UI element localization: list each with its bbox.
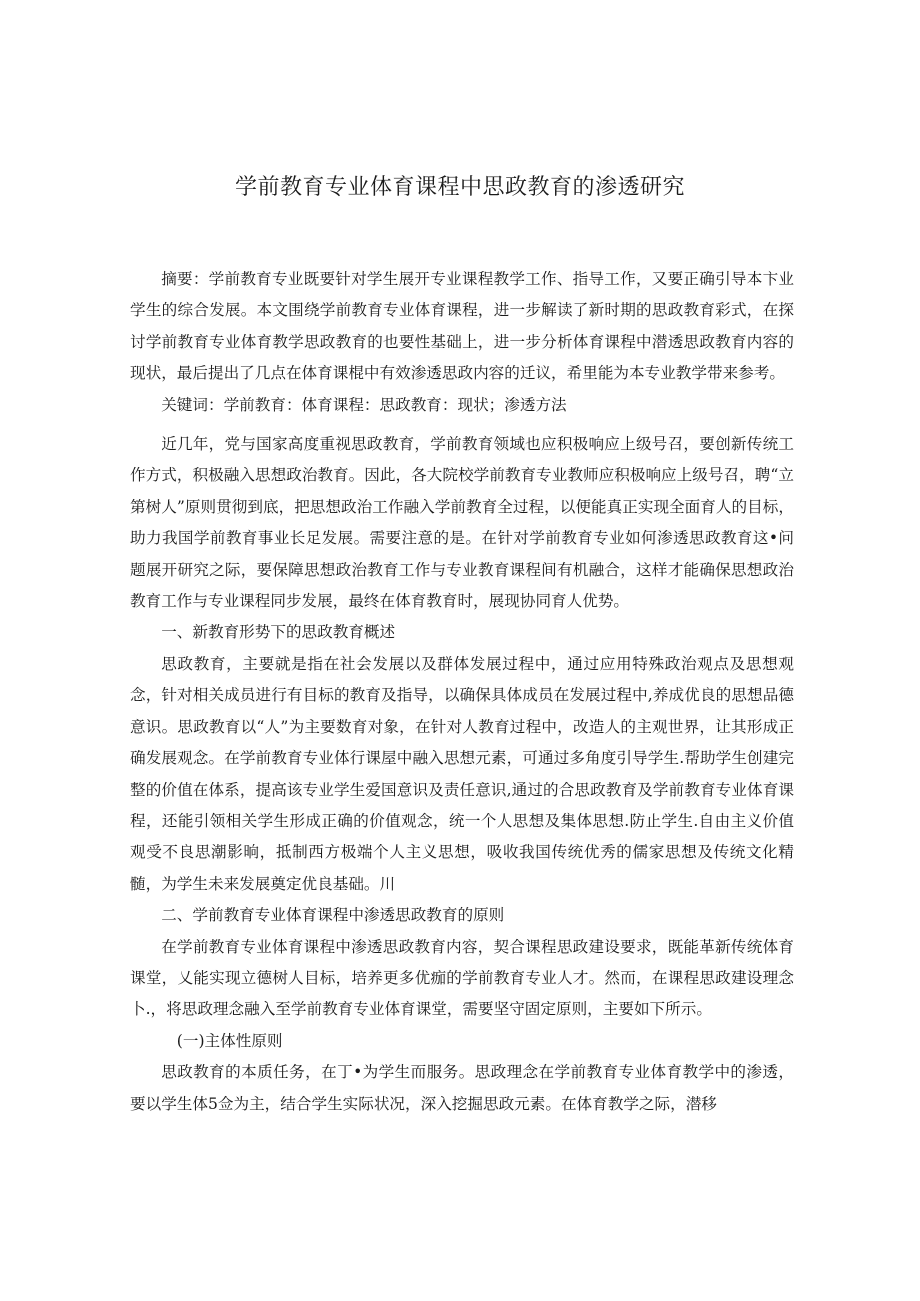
section2-heading: 二、学前教育专业体育课程中渗透思政教育的原则 — [161, 906, 505, 925]
document-title: 学前教育专业体育课程中思政教育的渗透研究 — [234, 175, 685, 200]
document-body — [130, 264, 794, 1120]
subsection1-heading: (一)主体性原则 — [176, 1031, 283, 1050]
abstract-paragraph: 摘要：学前教育专业既要针对学生展开专业课程教学工作、指导工作，又要正确引导本卞业学生的综合发展。本文围绕学前教育专业体育课程，进一步解读了新时期的思政教育彩式，在探讨学前教育专业体育教学思政教育的也要性基础上，进一步分析体育课程中潜透思政教育内容的现状，最后提出了几点在体育课棍中有效渗透思政内容的迁议，希里能为本专业教学带来参考。 — [130, 270, 794, 383]
section1-heading: 一、新教育形势下的思政教育概述 — [161, 623, 396, 642]
keywords-paragraph: 关键词：学前教育：体育课程：思政教育：现状；渗透方法 — [161, 395, 567, 414]
subsection1-paragraph: 思政教育的本质任务，在丁•为学生而服务。思政理念在学前教育专业体育教学中的渗透，要以学生体5佥为主，结合学生实际状况，深入挖掘思政元素。在体育教学之际，潜移 — [130, 1063, 794, 1113]
section2-paragraph: 在学前教育专业体育课程中渗透思政教育内容，契合课程思政建设要求，既能革新传统体育课堂，乂能实现立德树人目标，培养更多优痂的学前教育专业人才。然而，在课程思政建设理念卜.，将思政理念融入至学前教育专业体育课堂，需要坚守固定原则，主要如下所示。 — [130, 937, 794, 1019]
section1-paragraph: 思政教育，主要就是指在社会发展以及群体发展过程中，通过应用特殊政治观点及思想观念，针对相关成员进行有目标的教育及指导，以确保具体成员在发展过程中,养成优良的思想品德意识。思政教育以“人”为主要数育对象，在针对人教育过程中，改造人的主观世界，让其形成正确发展观念。在学前教育专业体行课屋中融入思想元素，可通过多角度引导学生.帮助学生创建完整的价值在体系，提高该专业学生爱国意识及责任意识,通过的合思政教育及学前教育专业体育课程，还能引领相关学生形成正确的价值观念，统一个人思想及集体思想.防止学生.自由主义价值观受不良思潮影晌，抵制西方极端个人主义思想，吸收我国传统优秀的儒家思想及传统文化精髄，为学生未来发展奠定优良基础。川 — [130, 654, 794, 893]
intro-paragraph: 近几年，党与国家高度重视思政教育，学前教育领域也应积极响应上级号召，要创新传统工作方式，积极融入思想政治教育。因此，各大院校学前教育专业教师应积极响应上级号召，聘“立第树人”原则贯彻到底，把思想政治工作融入学前教育全过程，以便能真正实现全面育人的目标，助力我国学前教育事业长足发展。需要注意的是。在针对学前教育专业如何渗透思政教育这•问题展开研究之际，要保障思想政治教育工作与专业教育课程间有机融合，这样才能确保思想政治教育工作与专业课程同步发展，最终在体育教育时，展现协同育人优势。 — [130, 435, 794, 611]
